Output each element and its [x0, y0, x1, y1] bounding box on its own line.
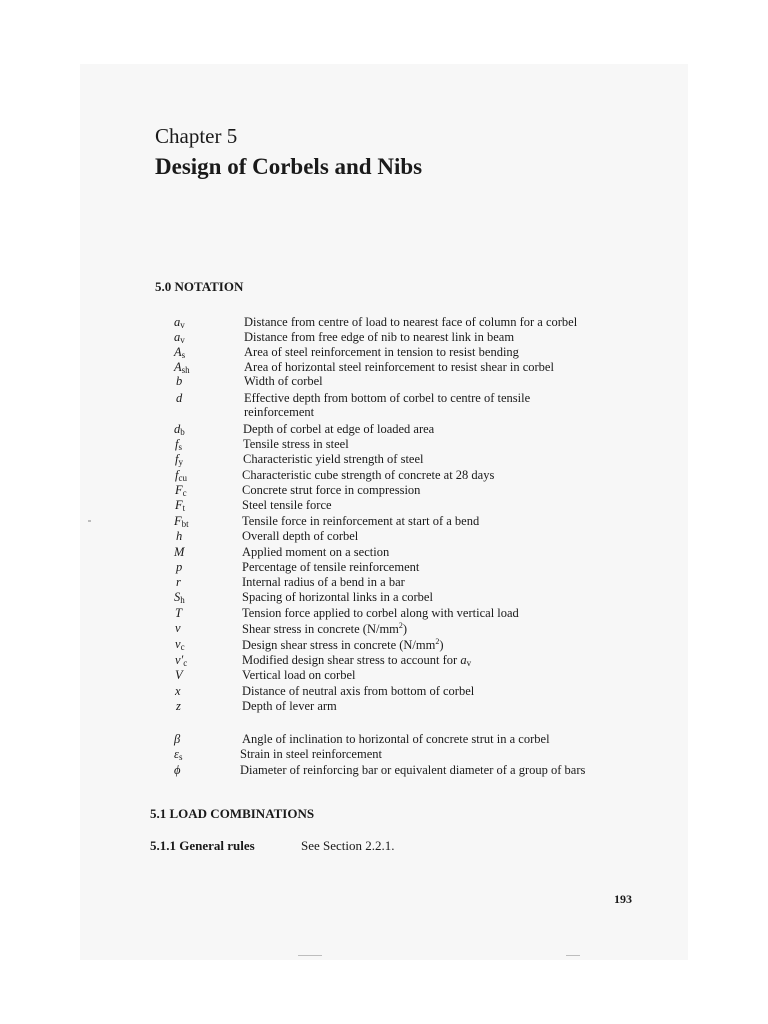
- notation-symbol-subscript: t: [182, 503, 186, 513]
- notation-definition-text: Overall depth of corbel: [242, 529, 359, 543]
- notation-definition-text: Depth of lever arm: [242, 699, 337, 713]
- notation-symbol-subscript: y: [178, 457, 183, 467]
- notation-symbol-subscript: v: [180, 335, 185, 345]
- page-sheet: [80, 64, 688, 960]
- notation-symbol-base: z: [176, 699, 181, 713]
- notation-symbol-base: p: [176, 560, 183, 574]
- scan-speck: [298, 955, 322, 956]
- notation-symbol-base: A: [174, 345, 182, 359]
- notation-symbol-base: A: [174, 360, 182, 374]
- notation-definition-tail: ): [402, 622, 408, 636]
- scan-speck: [88, 520, 91, 522]
- notation-symbol-base: a: [174, 330, 181, 344]
- notation-symbol-base: d: [176, 391, 183, 405]
- notation-symbol-base: d: [174, 422, 181, 436]
- notation-definition-text: Depth of corbel at edge of loaded area: [243, 422, 435, 436]
- notation-symbol-subscript: bt: [181, 519, 189, 529]
- notation-definition-text: Tensile stress in steel: [243, 437, 349, 451]
- notation-symbol-base: β: [174, 732, 181, 746]
- notation-symbol-base: h: [176, 529, 183, 543]
- notation-definition-continued: reinforcement: [244, 405, 315, 419]
- notation-symbol-base: S: [174, 590, 181, 604]
- general-rules-text: See Section 2.2.1.: [301, 838, 395, 853]
- notation-symbol-base: F: [175, 483, 183, 497]
- notation-symbol-subscript: c: [182, 488, 187, 498]
- notation-definition-text: Percentage of tensile reinforcement: [242, 560, 420, 574]
- notation-definition-superscript: 2: [435, 637, 440, 646]
- notation-definition-text: Effective depth from bottom of corbel to centre of tensile: [244, 391, 531, 405]
- notation-symbol-base: f: [175, 468, 179, 482]
- notation-symbol-subscript: v: [180, 320, 185, 330]
- notation-definition-text: Angle of inclination to horizontal of concrete strut in a corbel: [242, 732, 550, 746]
- notation-definition-text: Spacing of horizontal links in a corbel: [242, 590, 433, 604]
- notation-definition-text: Distance of neutral axis from bottom of corbel: [242, 684, 475, 698]
- notation-definition-symbol: a: [460, 653, 467, 667]
- notation-definition-text: Distance from centre of load to nearest face of column for a corbel: [244, 315, 578, 329]
- notation-symbol-base: v: [175, 637, 181, 651]
- general-rules-subheading: 5.1.1 General rules: [150, 838, 255, 853]
- notation-symbol-base: F: [175, 498, 183, 512]
- notation-heading: 5.0 NOTATION: [155, 279, 244, 294]
- notation-definition-text: Design shear stress in concrete (N/mm: [242, 638, 436, 652]
- notation-symbol-base: b: [176, 374, 183, 388]
- notation-definition-text: Tensile force in reinforcement at start of a bend: [242, 514, 480, 528]
- notation-symbol-subscript: sh: [181, 365, 190, 375]
- notation-symbol-base: M: [174, 545, 185, 559]
- notation-symbol-base: T: [175, 606, 182, 620]
- notation-definition-text: Area of steel reinforcement in tension to resist bending: [244, 345, 519, 359]
- notation-definition-text: Strain in steel reinforcement: [240, 747, 382, 761]
- notation-definition-text: Diameter of reinforcing bar or equivalent diameter of a group of bars: [240, 763, 586, 777]
- notation-symbol-base: r: [176, 575, 181, 589]
- notation-definition-text: Tension force applied to corbel along with vertical load: [242, 606, 519, 620]
- scan-speck: [566, 955, 580, 956]
- notation-definition-superscript: 2: [398, 621, 403, 630]
- notation-symbol-subscript: c: [180, 642, 185, 652]
- notation-definition-text: Applied moment on a section: [242, 545, 390, 559]
- load-combinations-heading: 5.1 LOAD COMBINATIONS: [150, 806, 315, 821]
- notation-definition-text: Area of horizontal steel reinforcement to resist shear in corbel: [244, 360, 554, 374]
- notation-definition-text: Distance from free edge of nib to nearest link in beam: [244, 330, 515, 344]
- notation-definition-text: Concrete strut force in compression: [242, 483, 421, 497]
- notation-symbol-subscript: b: [180, 427, 185, 437]
- chapter-label: Chapter 5: [155, 124, 238, 148]
- notation-symbol-subscript: cu: [178, 473, 187, 483]
- notation-symbol-subscript: h: [180, 595, 185, 605]
- notation-symbol-base: V: [175, 668, 183, 682]
- notation-definition-text: Characteristic yield strength of steel: [243, 452, 424, 466]
- chapter-title: Design of Corbels and Nibs: [155, 154, 423, 179]
- notation-symbol-subscript: s: [178, 442, 182, 452]
- notation-definition-tail: ): [439, 638, 444, 652]
- notation-symbol-base: v′: [175, 653, 184, 667]
- notation-definition-text: Characteristic cube strength of concrete at 28 days: [242, 468, 495, 482]
- notation-symbol-base: f: [175, 437, 179, 451]
- notation-symbol-base: F: [174, 514, 182, 528]
- notation-symbol-base: x: [175, 684, 181, 698]
- notation-definition-text: Shear stress in concrete (N/mm: [242, 622, 399, 636]
- notation-definition-text: Vertical load on corbel: [242, 668, 356, 682]
- notation-symbol-subscript: s: [181, 350, 186, 360]
- notation-definition-subscript: v: [466, 658, 472, 668]
- notation-definition-text: Modified design shear stress to account for: [242, 653, 461, 667]
- notation-symbol-base: a: [174, 315, 181, 329]
- notation-symbol-base: ϕ: [174, 763, 181, 777]
- notation-symbol-base: f: [175, 452, 179, 466]
- page-number: 193: [614, 892, 632, 906]
- notation-definition-text: Internal radius of a bend in a bar: [242, 575, 405, 589]
- notation-symbol-subscript: s: [178, 752, 183, 762]
- notation-definition-text: Width of corbel: [244, 374, 323, 388]
- notation-symbol-base: ε: [174, 747, 179, 761]
- notation-symbol-base: v: [175, 621, 181, 635]
- notation-definition-text: Steel tensile force: [242, 498, 332, 512]
- notation-symbol-subscript: c: [183, 658, 188, 668]
